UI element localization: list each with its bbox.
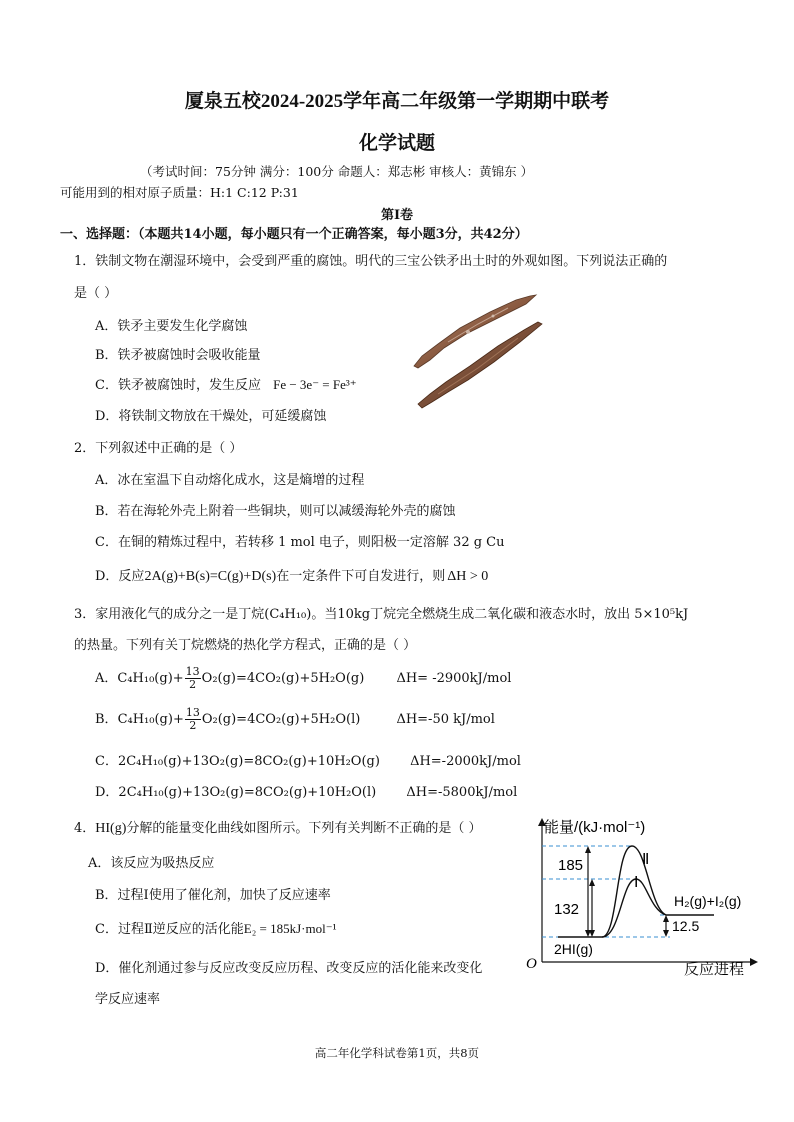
q4-option-b: B．过程Ⅰ使用了催化剂，加快了反应速率: [95, 888, 331, 903]
exam-title: 厦泉五校2024-2025学年高二年级第一学期期中联考: [184, 91, 610, 112]
q3-option-b: [95, 707, 495, 733]
arrow-12-5-head-up: [663, 915, 669, 922]
q3-option-a-eq2: O₂(g)=4CO₂(g)+5H₂O(g): [201, 671, 365, 686]
q3-option-b-fraction: [185, 707, 201, 732]
q1-stem-line1: 1．铁制文物在潮湿环境中，会受到严重的腐蚀。明代的三宝公铁矛出土时的外观如图。下列说法正确的: [74, 254, 668, 269]
q1-option-b: B．铁矛被腐蚀时会吸收能量: [95, 348, 261, 363]
product-label: H₂(g)+I₂(g): [674, 893, 742, 909]
q3-option-a-eq1: C₄H₁₀(g)+: [117, 671, 184, 686]
q4-option-d-line2: 学反应速率: [95, 992, 161, 1007]
q4-option-a: A．该反应为吸热反应: [88, 856, 215, 871]
q1-option-c: [95, 374, 357, 393]
arrow-132-head-down: [589, 930, 595, 937]
q3-option-c-dh: ΔH=-2000kJ/mol: [410, 754, 521, 769]
label-132: 132: [554, 901, 580, 918]
energy-diagram: [520, 812, 770, 982]
section1-heading: 一、选择题：（本题共14小题，每小题只有一个正确答案，每小题3分，共42分）: [60, 227, 528, 242]
fraction-denominator: 2: [189, 719, 197, 732]
q1-option-d: D．将铁制文物放在干燥处，可延缓腐蚀: [95, 409, 327, 424]
iron-spear-image: [408, 290, 558, 415]
q3-option-a-fraction: [185, 666, 201, 691]
x-axis-label: 反应进程: [684, 961, 745, 978]
q3-option-c: [95, 750, 521, 769]
q2-option-d-equation: 2A(g)+B(s)=C(g)+D(s): [144, 569, 277, 584]
q3-option-a: [95, 666, 511, 692]
arrow-185-head-up: [585, 846, 591, 853]
q3-option-a-label: A．: [95, 671, 118, 686]
q3-option-d-dh: ΔH=-5800kJ/mol: [406, 785, 518, 800]
y-axis-label: 能量/(kJ·mol⁻¹): [544, 819, 646, 836]
exam-subtitle: 化学试题: [358, 133, 435, 154]
fraction-numerator: 13: [185, 665, 200, 678]
x-axis-arrow: [750, 958, 758, 966]
atomic-masses: 可能用到的相对原子质量：H:1 C:12 P:31: [60, 185, 299, 200]
q3-stem-line1: 3．家用液化气的成分之一是丁烷(C₄H₁₀)。当10kg丁烷完全燃烧生成二氧化碳和液态水时，放出 5×10⁵kJ: [74, 607, 689, 622]
curve-i-label: Ⅰ: [634, 875, 639, 891]
q3-option-b-eq1: C₄H₁₀(g)+: [117, 712, 184, 727]
q1-option-a: A．铁矛主要发生化学腐蚀: [95, 319, 248, 334]
label-185: 185: [558, 857, 584, 874]
arrow-12-5-head-down: [663, 930, 669, 937]
q4-option-c: [95, 918, 336, 937]
q2-option-d-post: 在一定条件下可自发进行，则: [276, 569, 446, 584]
q3-option-d-eq: D．2C₄H₁₀(g)+13O₂(g)=8CO₂(g)+10H₂O(l): [95, 785, 377, 800]
q2-option-b: B．若在海轮外壳上附着一些铜块，则可以减缓海轮外壳的腐蚀: [95, 504, 456, 519]
q4-stem-equation: HI(g): [95, 821, 127, 836]
q4-stem: [74, 817, 482, 837]
q3-option-b-label: B．: [95, 712, 118, 727]
label-12-5: 12.5: [672, 918, 700, 934]
q4-stem-post: 分解的能量变化曲线如图所示。下列有关判断不正确的是（ ）: [126, 821, 482, 836]
q3-stem-line2: 的热量。下列有关丁烷燃烧的热化学方程式，正确的是（ ）: [74, 638, 417, 653]
q1-option-c-text: C．铁矛被腐蚀时，发生反应: [95, 378, 261, 393]
q4-option-c-text: C．过程Ⅱ逆反应的活化能: [95, 922, 244, 937]
origin-label: O: [526, 956, 537, 972]
q2-stem: 2．下列叙述中正确的是（ ）: [74, 441, 243, 456]
q4-option-d-line1: D．催化剂通过参与反应改变反应历程、改变反应的活化能来改变化: [95, 961, 483, 976]
exam-info: （考试时间：75分钟 满分：100分 命题人：郑志彬 审核人：黄锦东 ）: [140, 164, 534, 179]
q3-option-b-eq2: O₂(g)=4CO₂(g)+5H₂O(l): [201, 712, 361, 727]
volume-label: 第Ⅰ卷: [380, 208, 414, 223]
fraction-numerator: 13: [185, 706, 200, 719]
q3-option-c-eq: C．2C₄H₁₀(g)+13O₂(g)=8CO₂(g)+10H₂O(g): [95, 754, 380, 769]
arrow-132-head-up: [589, 879, 595, 886]
fraction-denominator: 2: [189, 678, 197, 691]
q2-option-d-pre: D．反应: [95, 569, 145, 584]
q2-option-d: [95, 565, 488, 585]
page-footer: 高二年化学科试卷第1页，共8页: [314, 1046, 480, 1060]
q2-option-a: A．冰在室温下自动熔化成水，这是熵增的过程: [95, 473, 365, 488]
q4-stem-pre: 4．: [74, 821, 96, 836]
q1-option-c-equation: Fe − 3e⁻ = Fe³⁺: [273, 377, 357, 392]
reactant-label: 2HI(g): [554, 941, 593, 957]
q3-option-a-dh: ΔH= -2900kJ/mol: [396, 671, 512, 686]
q3-option-b-dh: ΔH=-50 kJ/mol: [396, 712, 495, 727]
q2-option-d-dh: ΔH > 0: [447, 569, 489, 584]
q3-option-d: [95, 781, 517, 800]
curve-ii-label: Ⅱ: [642, 852, 650, 868]
q1-stem-line2: 是（ ）: [74, 286, 118, 301]
q4-option-c-equation: E₂ = 185kJ·mol⁻¹: [243, 921, 337, 936]
q2-option-c: C．在铜的精炼过程中，若转移 1 mol 电子，则阳极一定溶解 32 g Cu: [95, 535, 505, 550]
